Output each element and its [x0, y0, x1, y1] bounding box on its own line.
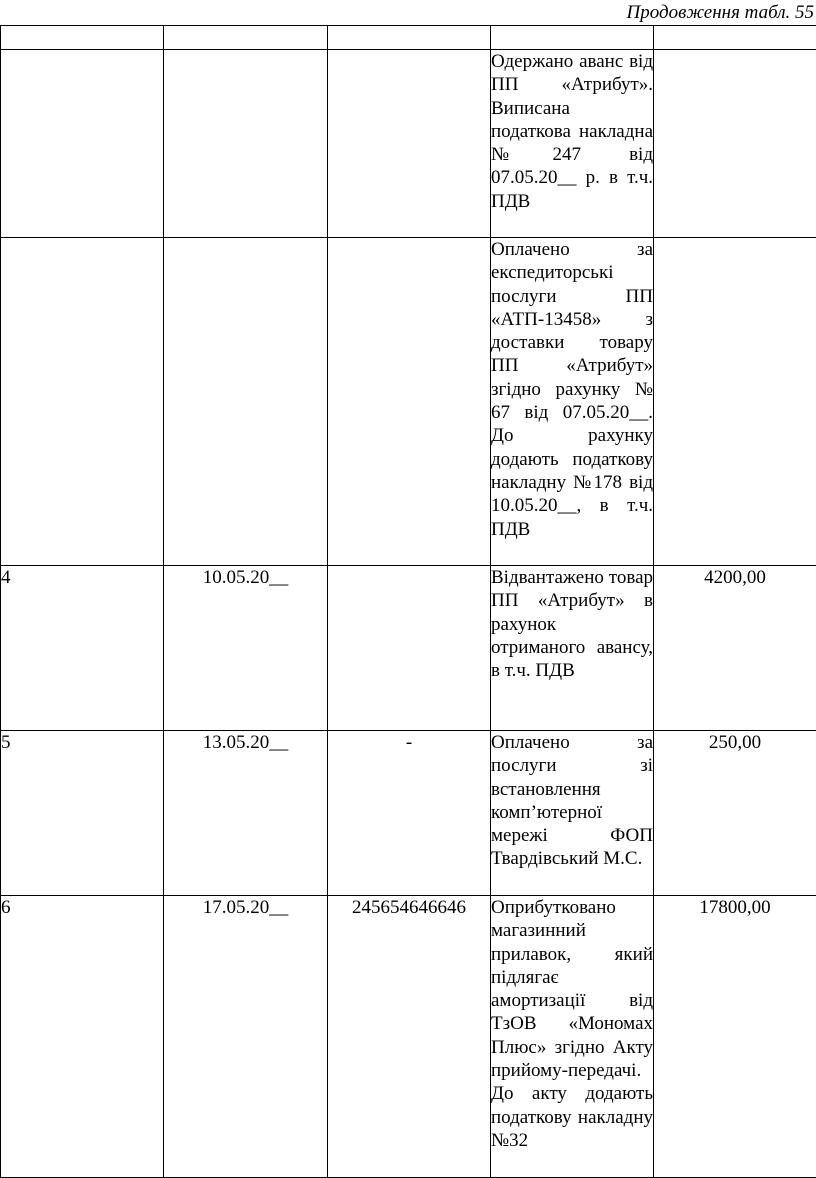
row-number	[1, 50, 164, 238]
table-row	[1, 896, 816, 1178]
row-date	[164, 238, 328, 566]
row-document: 245654646646	[328, 896, 491, 1178]
row-date: 10.05.20__	[164, 566, 328, 731]
row-sum	[654, 50, 816, 238]
row-date	[164, 50, 328, 238]
row-document	[328, 238, 491, 566]
table-row	[1, 50, 816, 238]
row-description-text: Оплачено за експедиторські послуги ПП «АТП-13458» з доставки товару ПП «Атрибут» згідно рахунку № 67 від 07.05.20__. До рахунку додають податкову накладну №178 від 10.05.20__, в т.ч. ПДВ	[491, 238, 653, 541]
row-sum: 250,00	[654, 731, 816, 896]
row-document: -	[328, 731, 491, 896]
header-cell	[1, 26, 164, 50]
header-cell	[654, 26, 816, 50]
row-number: 6	[1, 896, 164, 1178]
row-description-text: Одержано аванс від ПП «Атрибут». Виписана податкова накладна №247 від 07.05.20__ р. в т.ч. ПДВ	[491, 50, 653, 213]
row-description	[491, 731, 654, 896]
row-number: 5	[1, 731, 164, 896]
row-date: 17.05.20__	[164, 896, 328, 1178]
row-sum	[654, 238, 816, 566]
row-description-text: Відвантажено товар ПП «Атрибут» в рахунок отриманого авансу, в т.ч. ПДВ	[491, 566, 653, 682]
header-cell	[491, 26, 654, 50]
row-description	[491, 566, 654, 731]
table-row	[1, 731, 816, 896]
header-spacer-row	[1, 26, 816, 50]
journal-table	[0, 25, 816, 1178]
table-continuation-caption: Продовження табл. 55	[627, 0, 814, 26]
row-document	[328, 50, 491, 238]
row-description-text: Оплачено за послуги зі встановлення комп’ютерної мережі ФОП Твардівський М.С.	[491, 731, 653, 871]
row-sum: 17800,00	[654, 896, 816, 1178]
row-description-text: Оприбутковано магазинний прилавок, який підлягає амортизації від ТзОВ «Мономах Плюс» згідно Акту прийому-передачі. До акту додають податкову накладну №32	[491, 896, 653, 1152]
row-number: 4	[1, 566, 164, 731]
table-row	[1, 566, 816, 731]
row-date: 13.05.20__	[164, 731, 328, 896]
row-description	[491, 238, 654, 566]
row-description	[491, 50, 654, 238]
header-cell	[164, 26, 328, 50]
row-sum: 4200,00	[654, 566, 816, 731]
table-row	[1, 238, 816, 566]
row-document	[328, 566, 491, 731]
row-number	[1, 238, 164, 566]
row-description	[491, 896, 654, 1178]
header-cell	[328, 26, 491, 50]
